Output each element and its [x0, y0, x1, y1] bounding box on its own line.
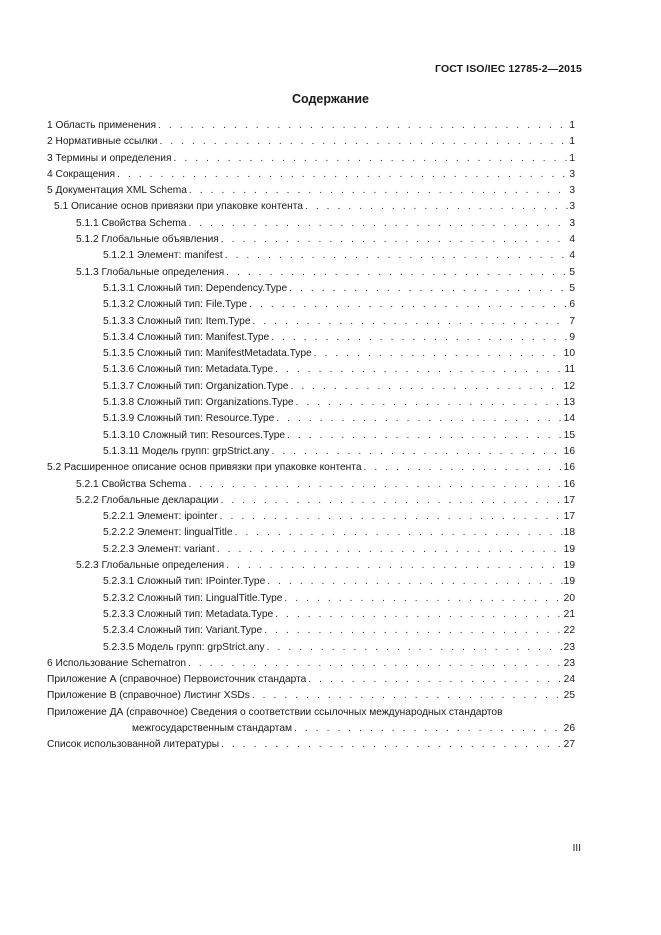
dot-leader [173, 151, 568, 167]
dot-leader [217, 542, 563, 558]
toc-entry[interactable] [47, 705, 575, 737]
toc-entry-title: 5.1.2 Глобальные объявления [76, 234, 219, 246]
dot-leader [271, 330, 568, 346]
toc-entry-title: 5.2.3 Глобальные определения [76, 560, 225, 572]
toc-entry[interactable] [47, 330, 575, 346]
toc-entry-title: 5.1.3.8 Сложный тип: Organizations.Type [103, 397, 294, 409]
toc-entry-title: 5.1 Описание основ привязки при упаковке контента [54, 201, 303, 213]
dot-leader [314, 346, 563, 362]
dot-leader [289, 281, 568, 297]
toc-entry-page: 1 [569, 120, 575, 131]
toc-entry[interactable] [47, 542, 575, 558]
toc-entry-page: 7 [569, 315, 575, 327]
toc-entry[interactable] [47, 199, 575, 215]
dot-leader [226, 265, 568, 281]
toc-entry[interactable] [47, 591, 575, 607]
toc-entry-title: 5.1.3.9 Сложный тип: Resource.Type [103, 413, 275, 425]
toc-entry-page: 17 [563, 494, 575, 506]
toc-entry[interactable] [47, 118, 575, 134]
dot-leader [264, 623, 562, 639]
toc-entry-title: Приложение А (справочное) Первоисточник стандарта [47, 674, 307, 686]
toc-entry[interactable] [47, 477, 575, 493]
dot-leader [220, 493, 562, 509]
toc-entry-title: 5.2.3.1 Сложный тип: IPointer.Type [103, 576, 266, 588]
toc-entry-title: 5.2.3.4 Сложный тип: Variant.Type [103, 625, 263, 637]
page-title: Содержание [291, 92, 369, 106]
toc-entry-title: 5.1.3.10 Сложный тип: Resources.Type [103, 429, 286, 441]
dot-leader [226, 558, 563, 574]
toc-entry-title: Список использованной литературы [47, 738, 220, 750]
toc-entry-page: 13 [563, 397, 575, 409]
dot-leader [276, 411, 562, 427]
dot-leader [221, 737, 563, 753]
dot-leader [235, 525, 563, 541]
toc-entry-title: 5.1.3.4 Сложный тип: Manifest.Type [103, 331, 270, 343]
toc-entry-title: 1 Область применения [47, 120, 156, 131]
dot-leader [159, 134, 568, 150]
toc-entry-page: 12 [563, 380, 575, 392]
dot-leader [188, 656, 563, 672]
table-of-contents [47, 118, 575, 753]
toc-entry-page: 18 [563, 527, 575, 539]
toc-entry-page: 19 [563, 576, 575, 588]
toc-entry-page: 4 [569, 234, 575, 246]
toc-entry[interactable] [47, 444, 575, 460]
toc-entry[interactable] [47, 248, 575, 264]
toc-entry[interactable] [47, 509, 575, 525]
toc-entry-page: 16 [563, 445, 575, 457]
toc-entry[interactable] [47, 362, 575, 378]
toc-entry[interactable] [47, 737, 575, 753]
toc-entry-page: 22 [563, 625, 575, 637]
toc-entry-title: 3 Термины и определения [47, 152, 172, 164]
toc-entry[interactable] [47, 623, 575, 639]
toc-entry-page: 9 [569, 331, 575, 343]
toc-entry[interactable] [47, 558, 575, 574]
dot-leader [158, 118, 568, 134]
toc-entry-page: 15 [563, 429, 575, 441]
toc-entry-page: 3 [569, 185, 575, 197]
toc-entry[interactable] [47, 411, 575, 427]
toc-entry[interactable] [47, 460, 575, 476]
toc-entry[interactable] [47, 151, 575, 167]
dot-leader [252, 688, 563, 704]
dot-leader [294, 721, 563, 737]
toc-entry[interactable] [47, 281, 575, 297]
toc-entry[interactable] [47, 640, 575, 656]
dot-leader [308, 672, 562, 688]
toc-entry-title: 5.1.1 Свойства Schema [76, 217, 187, 229]
dot-leader [220, 509, 563, 525]
dot-leader [296, 395, 563, 411]
toc-entry[interactable] [47, 574, 575, 590]
toc-entry[interactable] [47, 493, 575, 509]
toc-entry-page: 23 [563, 657, 575, 669]
toc-entry-page: 16 [563, 478, 575, 490]
document-header: ГОСТ ISO/IEC 12785-2—2015 [435, 63, 582, 75]
dot-leader [188, 477, 562, 493]
toc-entry-page: 26 [563, 722, 575, 734]
toc-entry-title: 5.1.3 Глобальные определения [76, 266, 225, 278]
toc-entry-title: Приложение ДА (справочное) Сведения о соответствии ссылочных международных стандартов [47, 706, 503, 718]
toc-entry-title: 6 Использование Schematron [47, 657, 187, 669]
toc-entry-page: 21 [563, 608, 575, 620]
toc-entry-page: 4 [569, 250, 575, 262]
dot-leader [267, 640, 563, 656]
dot-leader [275, 362, 563, 378]
toc-entry[interactable] [47, 656, 575, 672]
toc-entry-page: 11 [564, 364, 575, 376]
toc-entry-title: 5.2.2.2 Элемент: lingualTitle [103, 527, 233, 539]
toc-entry-page: 20 [563, 592, 575, 604]
toc-entry-title: 5.2.2.1 Элемент: ipointer [103, 511, 218, 523]
toc-entry-page: 19 [563, 543, 575, 555]
toc-entry-title: 5.2.2.3 Элемент: variant [103, 543, 215, 555]
toc-entry[interactable] [47, 216, 575, 232]
dot-leader [267, 574, 562, 590]
toc-entry-title: 5.2.3.3 Сложный тип: Metadata.Type [103, 608, 274, 620]
toc-entry-page: 19 [563, 560, 575, 572]
toc-entry-title: 5 Документация XML Schema [47, 185, 187, 197]
toc-entry-title: 5.1.3.5 Сложный тип: ManifestMetadata.Type [103, 348, 312, 360]
toc-entry-page: 14 [563, 413, 575, 425]
toc-entry[interactable] [47, 314, 575, 330]
toc-entry-title: 5.1.3.6 Сложный тип: Metadata.Type [103, 364, 274, 376]
dot-leader [253, 314, 569, 330]
dot-leader [221, 232, 569, 248]
toc-entry[interactable] [47, 167, 575, 183]
toc-entry-page: 27 [563, 738, 575, 750]
toc-entry-page: 3 [569, 201, 575, 213]
toc-entry[interactable] [47, 379, 575, 395]
dot-leader [284, 591, 562, 607]
toc-entry[interactable] [47, 346, 575, 362]
toc-entry-title-continued: межгосударственным стандартам [132, 722, 292, 734]
toc-entry-title: 5.2.3.2 Сложный тип: LingualTitle.Type [103, 592, 283, 604]
toc-entry-page: 5 [569, 266, 575, 278]
toc-entry-page: 1 [569, 152, 575, 164]
dot-leader [188, 216, 568, 232]
toc-entry-title: 5.1.3.7 Сложный тип: Organization.Type [103, 380, 289, 392]
dot-leader [225, 248, 569, 264]
toc-entry[interactable] [47, 672, 575, 688]
dot-leader [272, 444, 563, 460]
toc-entry[interactable] [47, 428, 575, 444]
toc-entry-page: 17 [563, 511, 575, 523]
toc-entry-page: 10 [563, 348, 575, 360]
toc-entry-title: 4 Сокращения [47, 168, 116, 180]
dot-leader [117, 167, 568, 183]
toc-entry-page: 3 [569, 217, 575, 229]
toc-entry[interactable] [47, 607, 575, 623]
dot-leader [290, 379, 562, 395]
toc-entry-title: Приложение В (справочное) Листинг XSDs [47, 690, 250, 702]
toc-entry-title: 5.2 Расширенное описание основ привязки при упаковке контента [47, 462, 362, 474]
toc-entry-page: 3 [569, 168, 575, 180]
toc-entry-page: 1 [569, 136, 575, 148]
toc-entry-title: 2 Нормативные ссылки [47, 136, 158, 148]
toc-entry-title: 5.2.2 Глобальные декларации [76, 494, 219, 506]
page-number: III [572, 843, 581, 854]
toc-entry[interactable] [47, 297, 575, 313]
toc-entry-title: 5.1.2.1 Элемент: manifest [103, 250, 223, 262]
toc-entry[interactable] [47, 688, 575, 704]
toc-entry-page: 5 [569, 282, 575, 294]
toc-entry[interactable] [47, 265, 575, 281]
toc-entry[interactable] [47, 183, 575, 199]
toc-entry-title: 5.1.3.2 Сложный тип: File.Type [103, 299, 248, 311]
toc-entry-page: 6 [569, 299, 575, 311]
toc-entry[interactable] [47, 525, 575, 541]
dot-leader [275, 607, 562, 623]
dot-leader [364, 460, 563, 476]
toc-entry[interactable] [47, 395, 575, 411]
dot-leader [305, 199, 568, 215]
dot-leader [287, 428, 563, 444]
dot-leader [189, 183, 568, 199]
toc-entry-title: 5.1.3.11 Модель групп: grpStrict.any [103, 445, 270, 457]
toc-entry-page: 23 [563, 641, 575, 653]
toc-entry-page: 25 [563, 690, 575, 702]
toc-entry-title: 5.1.3.1 Сложный тип: Dependency.Type [103, 282, 288, 294]
toc-entry-title: 5.2.3.5 Модель групп: grpStrict.any [103, 641, 265, 653]
toc-entry[interactable] [47, 232, 575, 248]
toc-entry-page: 16 [563, 462, 575, 474]
toc-entry[interactable] [47, 134, 575, 150]
toc-entry-page: 24 [563, 674, 575, 686]
dot-leader [249, 297, 568, 313]
toc-entry-title: 5.2.1 Свойства Schema [76, 478, 187, 490]
toc-entry-title: 5.1.3.3 Сложный тип: Item.Type [103, 315, 251, 327]
